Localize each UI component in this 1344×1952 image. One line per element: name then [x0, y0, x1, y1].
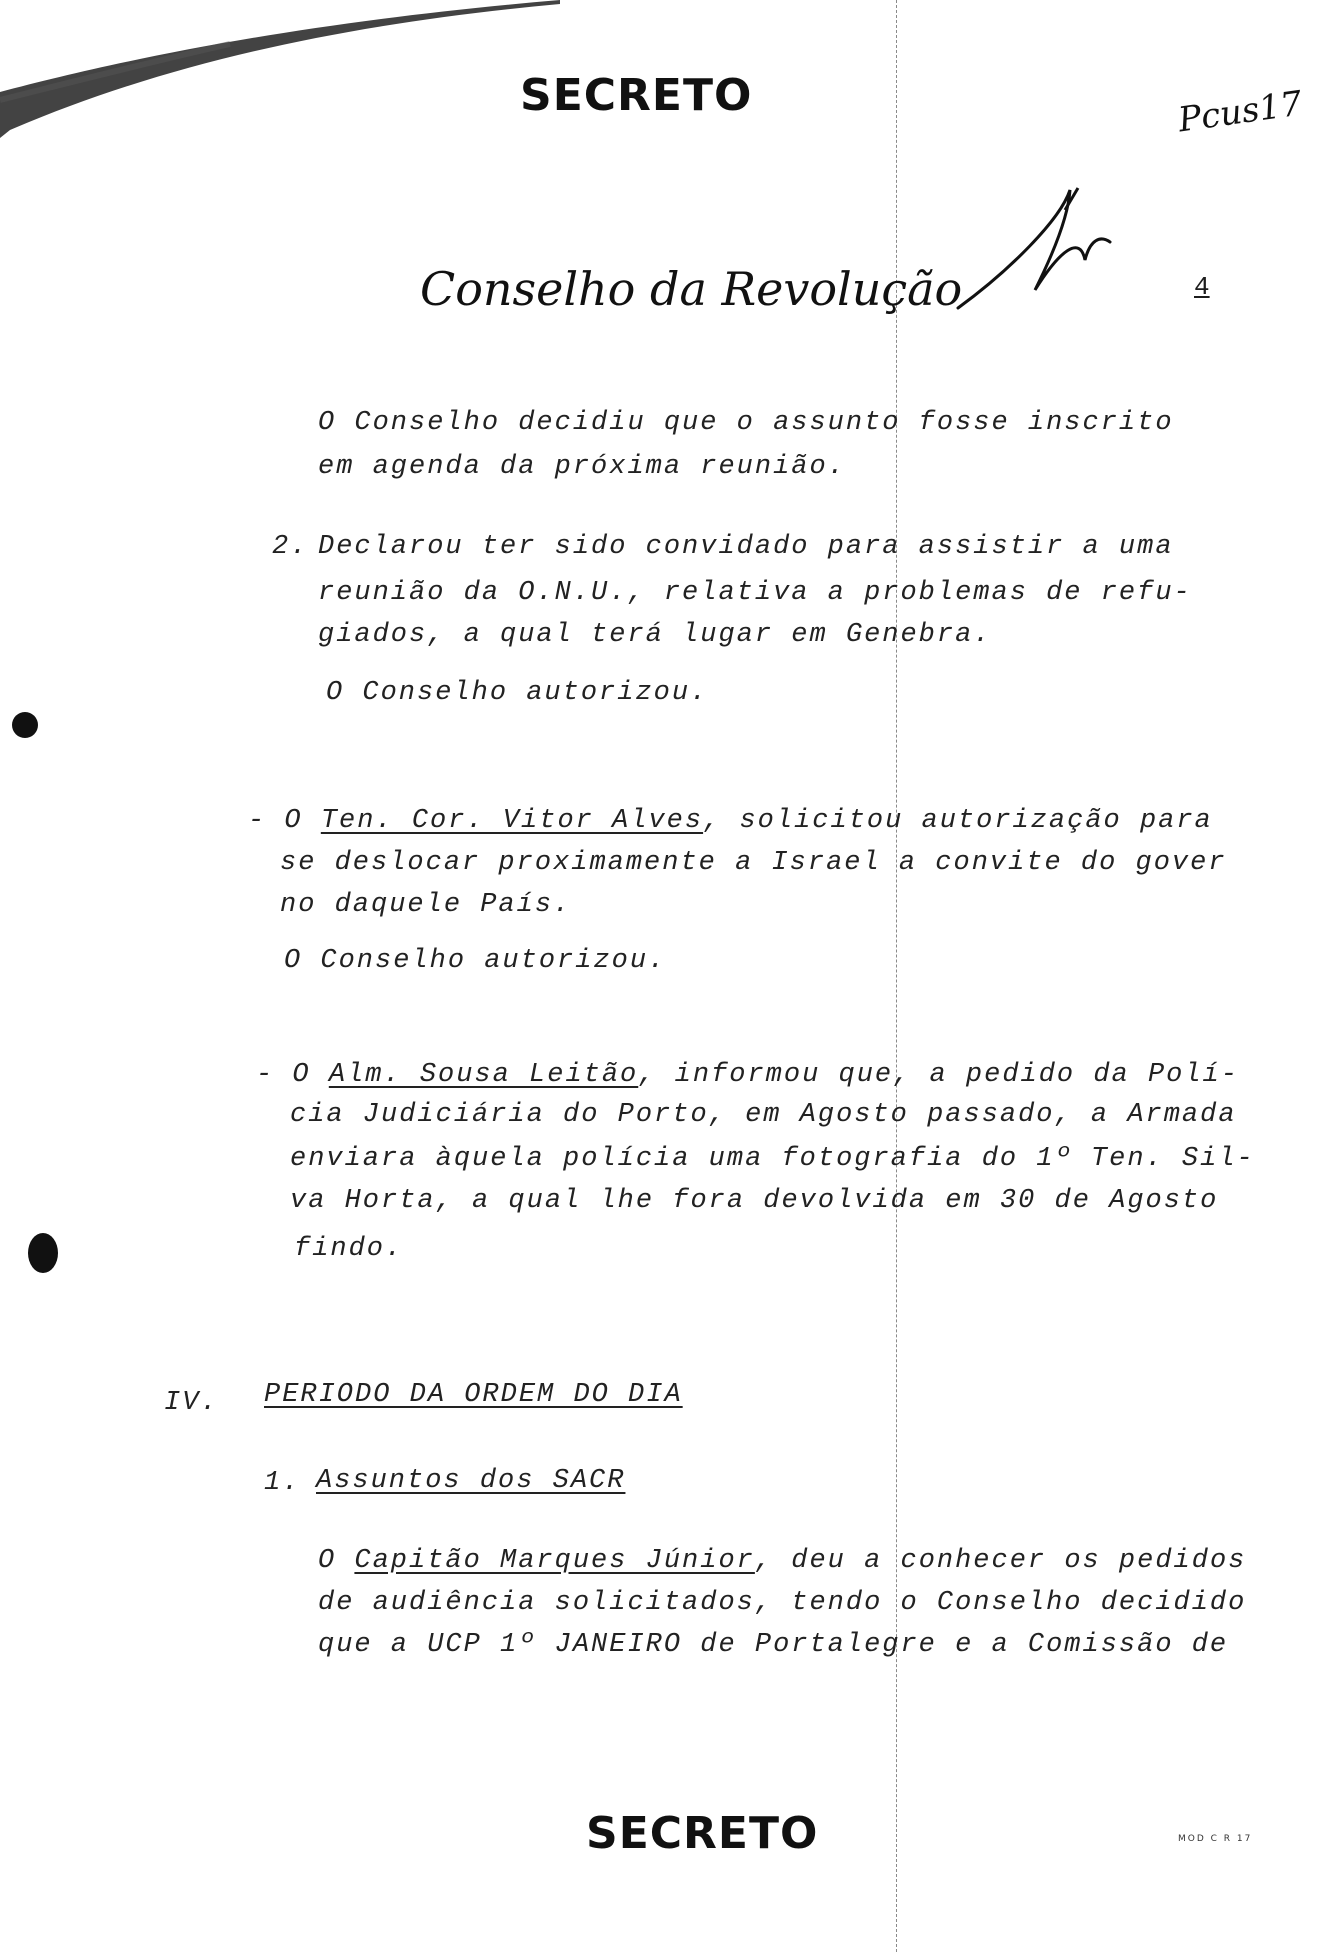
text-line: se deslocar proximamente a Israel a convite do gover — [280, 848, 1227, 878]
council-note: O Conselho autorizou. — [284, 946, 667, 976]
text-line — [256, 1060, 1239, 1090]
item-marker: - O — [248, 806, 303, 836]
subitem-number: 1. — [264, 1468, 301, 1498]
subitem-title: Assuntos dos SACR — [316, 1466, 626, 1496]
person-name: Alm. Sousa Leitão — [328, 1060, 639, 1090]
council-note: O Conselho autorizou. — [326, 678, 709, 708]
text-line: findo. — [294, 1234, 404, 1264]
text-fragment: O — [318, 1546, 337, 1576]
punch-hole-mark — [28, 1233, 58, 1273]
text-line: no daquele País. — [280, 890, 572, 920]
classification-stamp-bottom: SECRETO — [586, 1808, 819, 1859]
text-fragment: , informou que, a pedido da Polí- — [638, 1060, 1239, 1090]
text-line: de audiência solicitados, tendo o Conselho decidido — [318, 1588, 1247, 1618]
item-marker: 2. — [272, 532, 309, 562]
handwritten-mark: Pcus17 — [1175, 83, 1305, 141]
text-line: cia Judiciária do Porto, em Agosto passado, a Armada — [290, 1100, 1237, 1130]
person-name: Ten. Cor. Vitor Alves — [320, 806, 704, 836]
punch-hole-mark — [12, 712, 38, 738]
text-line: Declarou ter sido convidado para assistir a uma — [318, 532, 1174, 562]
text-line: em agenda da próxima reunião. — [318, 452, 846, 482]
handwritten-signature — [950, 180, 1150, 320]
scan-edge-shadow — [0, 0, 560, 150]
text-line: giados, a qual terá lugar em Genebra. — [318, 620, 992, 650]
form-code: MOD C R 17 — [1178, 1834, 1253, 1844]
text-line: que a UCP 1º JANEIRO de Portalegre e a Comissão de — [318, 1630, 1229, 1660]
classification-stamp-top: SECRETO — [520, 70, 753, 121]
text-line: O Conselho decidiu que o assunto fosse inscrito — [318, 408, 1174, 438]
letterhead-title: Conselho da Revolução — [420, 262, 963, 316]
text-line — [248, 806, 1213, 836]
text-line — [318, 1546, 1246, 1576]
person-name: Capitão Marques Júnior — [354, 1546, 755, 1576]
text-line: va Horta, a qual lhe fora devolvida em 30 de Agosto — [290, 1186, 1219, 1216]
text-line: enviara àquela polícia uma fotografia do 1º Ten. Sil- — [290, 1144, 1255, 1174]
section-number: IV. — [164, 1388, 219, 1418]
text-fragment: , solicitou autorização para — [703, 806, 1213, 836]
text-fragment: , deu a conhecer os pedidos — [754, 1546, 1247, 1576]
item-marker: - O — [256, 1060, 311, 1090]
section-title: PERIODO DA ORDEM DO DIA — [264, 1380, 683, 1410]
page-number: 4 — [1194, 272, 1210, 302]
text-line: reunião da O.N.U., relativa a problemas de refu- — [318, 578, 1192, 608]
